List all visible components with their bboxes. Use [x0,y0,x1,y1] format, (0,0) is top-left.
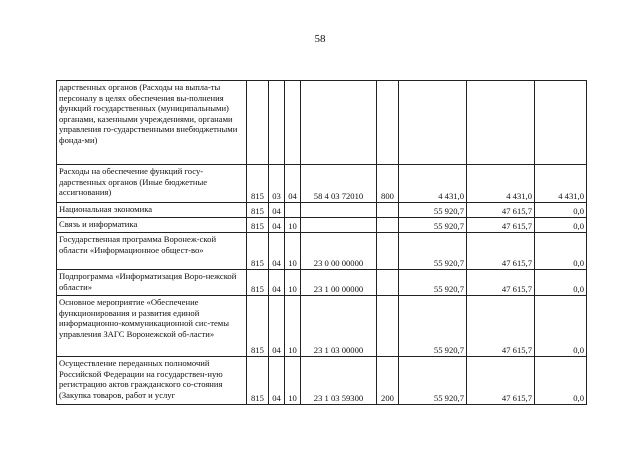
table-row [57,357,587,405]
table-row [57,233,587,270]
row-name: Подпрограмма «Информатизация Воро-нежской области» [57,270,247,296]
cell-sum-3: 0,0 [535,357,587,405]
cell-sum-1: 55 920,7 [399,357,467,405]
cell-rz: 04 [269,296,285,357]
cell-sum-2: 47 615,7 [467,233,535,270]
cell-ved: 815 [247,270,269,296]
cell-pr: 10 [285,357,301,405]
cell-sum-3: 0,0 [535,296,587,357]
cell-sum-2: 47 615,7 [467,203,535,218]
cell-ved: 815 [247,233,269,270]
cell-ved: 815 [247,296,269,357]
page-number: 58 [314,33,326,45]
cell-ved [247,81,269,165]
cell-rz: 04 [269,270,285,296]
cell-vr [377,218,399,233]
cell-sum-3: 0,0 [535,218,587,233]
cell-csr [301,81,377,165]
cell-sum-2: 47 615,7 [467,270,535,296]
cell-sum-1: 55 920,7 [399,233,467,270]
cell-ved: 815 [247,218,269,233]
cell-rz: 04 [269,203,285,218]
table-row [57,203,587,218]
cell-vr: 200 [377,357,399,405]
cell-csr [301,203,377,218]
cell-sum-2: 47 615,7 [467,357,535,405]
cell-sum-3 [535,81,587,165]
cell-sum-2: 4 431,0 [467,165,535,203]
table-row [57,296,587,357]
cell-sum-3: 0,0 [535,270,587,296]
cell-pr: 10 [285,296,301,357]
cell-vr: 800 [377,165,399,203]
cell-sum-1: 55 920,7 [399,270,467,296]
cell-pr [285,203,301,218]
row-name: Расходы на обеспечение функций госу-дарственных органов (Иные бюджетные ассигнования) [57,165,247,203]
cell-rz [269,81,285,165]
cell-sum-3: 0,0 [535,233,587,270]
cell-pr: 10 [285,270,301,296]
cell-rz: 04 [269,233,285,270]
cell-pr: 04 [285,165,301,203]
cell-csr [301,218,377,233]
cell-sum-3: 0,0 [535,203,587,218]
cell-vr [377,296,399,357]
table-row [57,81,587,165]
cell-sum-1: 55 920,7 [399,203,467,218]
cell-sum-1 [399,81,467,165]
cell-pr: 10 [285,233,301,270]
table-row [57,165,587,203]
row-name: Государственная программа Воронеж-ской области «Информационное общест-во» [57,233,247,270]
cell-ved: 815 [247,165,269,203]
cell-sum-3: 4 431,0 [535,165,587,203]
cell-rz: 04 [269,218,285,233]
cell-rz: 04 [269,357,285,405]
cell-csr: 58 4 03 72010 [301,165,377,203]
cell-csr: 23 0 00 00000 [301,233,377,270]
row-name: дарственных органов (Расходы на выпла-ты персоналу в целях обеспечения вы-полнения функций государственных (муниципальными) органами, казенными учреждениями, органами управления го-сударственными внебюджетными фонда-ми) [57,81,247,165]
row-name: Связь и информатика [57,218,247,233]
cell-sum-2: 47 615,7 [467,218,535,233]
cell-sum-2 [467,81,535,165]
cell-csr: 23 1 00 00000 [301,270,377,296]
row-name: Основное мероприятие «Обеспечение функционирования и развития единой информационно-коммуникационной сис-темы управления ЗАГС Воронежской об-ласти» [57,296,247,357]
cell-pr [285,81,301,165]
cell-csr: 23 1 03 00000 [301,296,377,357]
cell-sum-1: 55 920,7 [399,296,467,357]
table-row [57,218,587,233]
cell-csr: 23 1 03 59300 [301,357,377,405]
budget-table [56,80,587,405]
cell-vr [377,203,399,218]
cell-vr [377,233,399,270]
row-name: Национальная экономика [57,203,247,218]
cell-ved: 815 [247,203,269,218]
cell-sum-2: 47 615,7 [467,296,535,357]
cell-sum-1: 4 431,0 [399,165,467,203]
cell-vr [377,270,399,296]
cell-pr: 10 [285,218,301,233]
cell-rz: 03 [269,165,285,203]
cell-ved: 815 [247,357,269,405]
cell-sum-1: 55 920,7 [399,218,467,233]
table-row [57,270,587,296]
row-name: Осуществление переданных полномочий Российской Федерации на государствен-ную регистрацию актов гражданского со-стояния (Закупка товаров, работ и услуг [57,357,247,405]
cell-vr [377,81,399,165]
